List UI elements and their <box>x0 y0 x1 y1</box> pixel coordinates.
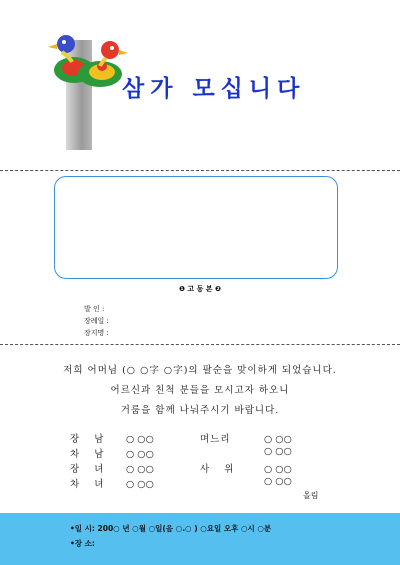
family-relation: 차 녀 <box>70 479 110 490</box>
family-row <box>200 476 292 487</box>
family-name: ○ ○○ <box>264 434 292 445</box>
family-relation: 사 위 <box>200 464 240 475</box>
photo-caption: ❶ 고 동 본 ❷ <box>179 285 221 293</box>
family-name: ○ ○○ <box>126 479 154 490</box>
family-name: ○ ○○ <box>126 449 154 460</box>
signature: 올림 <box>303 491 319 500</box>
family-row <box>70 461 154 475</box>
family-relation: 장 녀 <box>70 464 110 475</box>
family-row <box>70 476 154 490</box>
family-name: ○ ○○ <box>126 434 154 445</box>
info-burial-place: 장지명 : <box>84 329 109 337</box>
divider <box>0 344 400 345</box>
photo-frame <box>54 176 338 279</box>
family-name: ○ ○○ <box>126 464 154 475</box>
family-row <box>200 431 292 445</box>
divider <box>0 170 400 171</box>
footer-band <box>0 513 400 565</box>
family-row <box>70 446 154 460</box>
family-relation: 장 남 <box>70 434 110 445</box>
family-name: ○ ○○ <box>264 476 292 487</box>
message-line: 거룸을 함께 나눠주시기 바랍니다. <box>120 405 280 416</box>
info-departure: 발 인 : <box>84 305 105 313</box>
duck-logo-icon <box>44 28 130 90</box>
family-relation: 차 남 <box>70 449 110 460</box>
page-title: 삼가 모십니다 <box>122 76 306 102</box>
footer-place-line: •장 소: <box>70 539 95 548</box>
family-relation: 며느리 <box>200 434 231 445</box>
footer-date-line: •일 시: 200○ 년 ○월 ○일(음 ○.○ ) ○요일 오후 ○시 ○분 <box>70 524 272 533</box>
family-name: ○ ○○ <box>264 464 292 475</box>
family-row <box>70 431 154 445</box>
family-row <box>200 446 292 457</box>
message-line: 어르신과 친척 분들을 모시고자 하오니 <box>110 385 290 396</box>
info-funeral-date: 장례일 : <box>84 317 109 325</box>
message-line: 저희 어머님 (○ ○字 ○字)의 팔순을 맞이하게 되었습니다. <box>63 365 337 376</box>
family-row <box>200 461 292 475</box>
family-name: ○ ○○ <box>264 446 292 457</box>
